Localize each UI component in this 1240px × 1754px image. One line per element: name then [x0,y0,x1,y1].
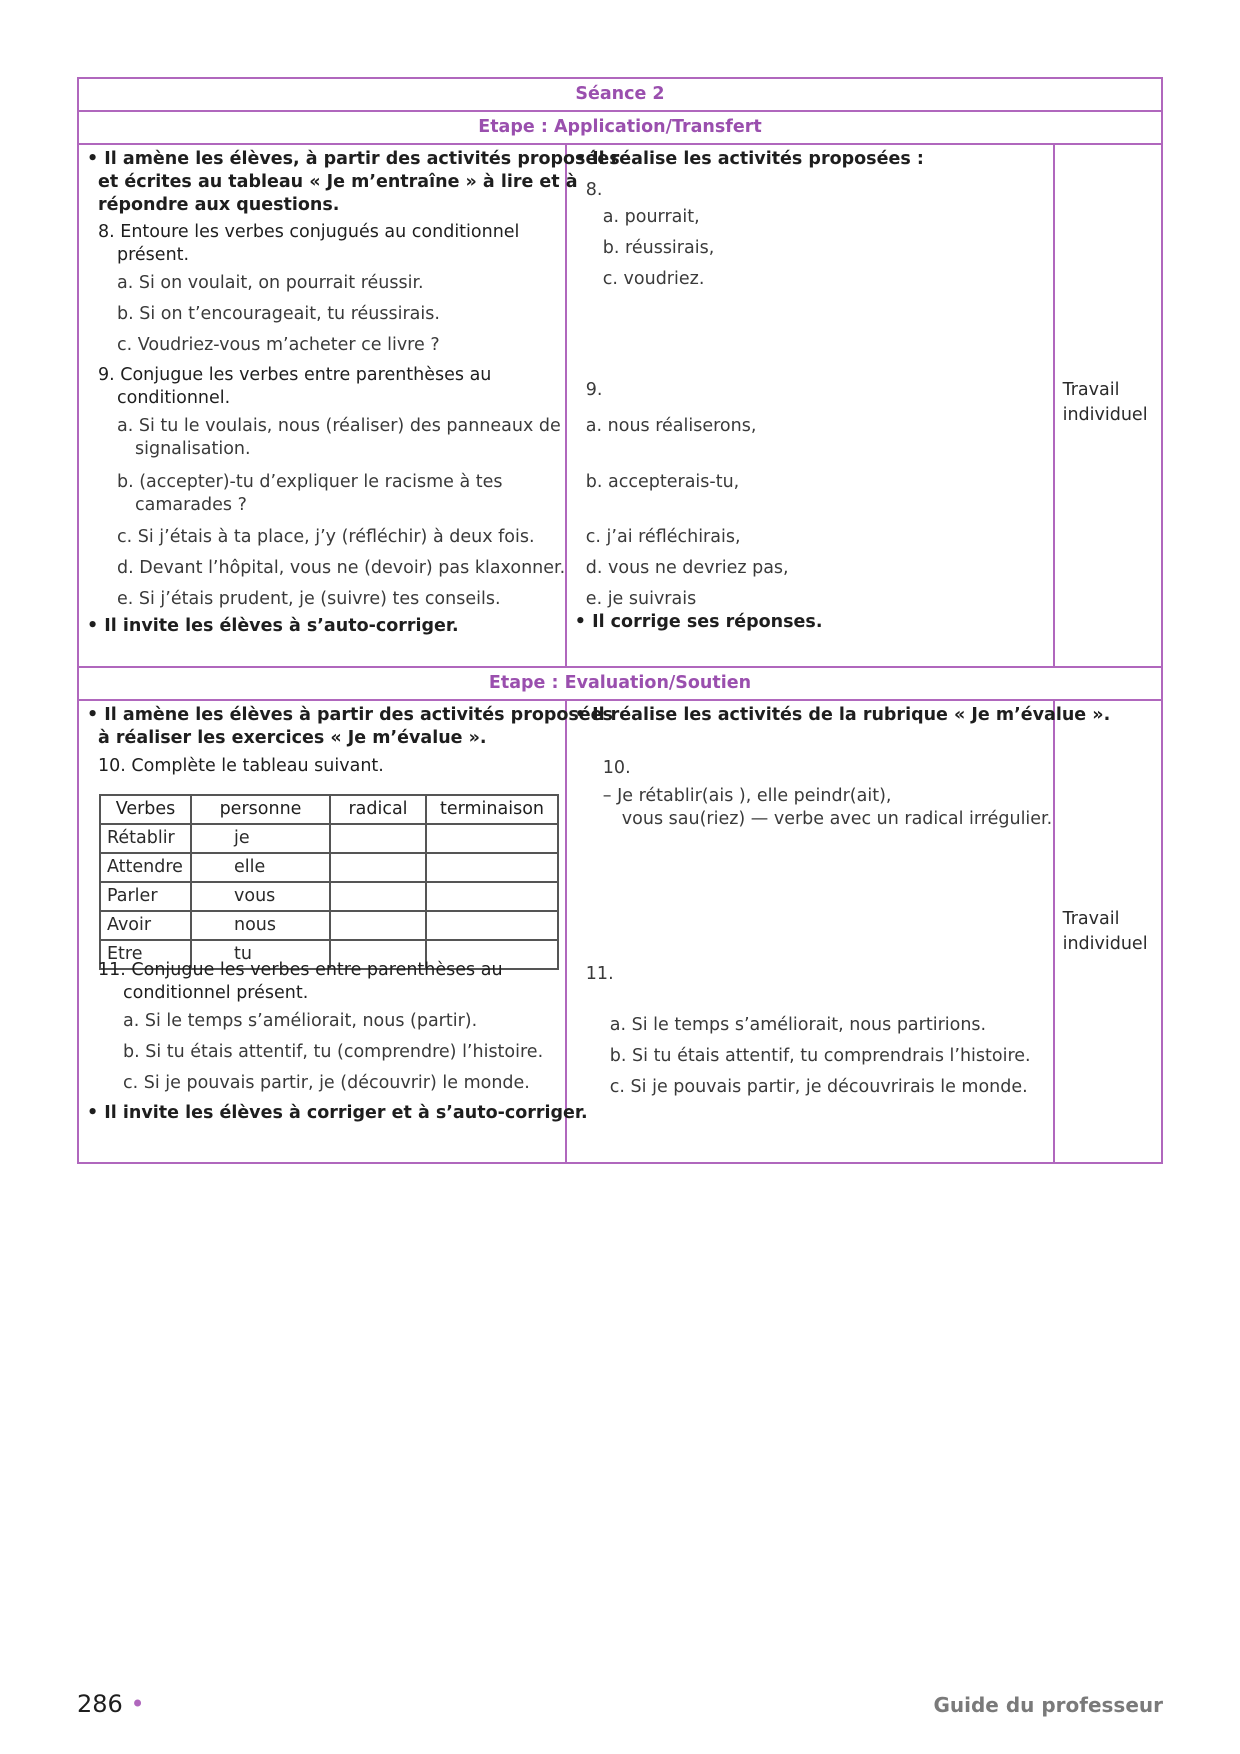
ex8-title-line2: présent. [117,245,190,265]
s2-ex10-number: 10. [602,758,631,778]
table-row [100,882,558,911]
table-header-terminaison: terminaison [426,795,558,824]
ex11-item-a: a. Si le temps s’améliorait, nous (partir). [123,1011,478,1031]
s1-ex9-answer-a: a. nous réaliserons, [585,416,757,436]
ex11-title-line2: conditionnel présent. [123,983,309,1003]
s1-teacher-intro-line1: • Il amène les élèves, à partir des activités proposées [87,149,620,169]
table-cell-person: nous [191,911,330,940]
page-number-bullet: • [130,1690,145,1718]
table-cell-verb: Parler [100,882,191,911]
ex9-title-line2: conditionnel. [117,388,231,408]
s2-work-mode-line2: individuel [1062,934,1148,954]
s2-ex11-answer-b: b. Si tu étais attentif, tu comprendrais l’histoire. [609,1046,1031,1066]
table-row [100,824,558,853]
s2-teacher-intro-line2: à réaliser les exercices « Je m’évalue ». [98,728,487,748]
section1-work-mode-cell [1054,144,1162,667]
ex8-title-line1: 8. Entoure les verbes conjugués au conditionnel [98,222,520,242]
table-cell-verb: Rétablir [100,824,191,853]
s1-work-mode-line2: individuel [1062,405,1148,425]
s1-work-mode-line1: Travail [1062,380,1120,400]
s2-ex10-answer-line2: vous sau(riez) — verbe avec un radical irrégulier. [621,809,1053,829]
s1-ex9-answer-c: c. j’ai réfléchirais, [585,527,741,547]
conjugation-table [99,794,559,970]
s2-ex11-answer-c: c. Si je pouvais partir, je découvrirais le monde. [609,1077,1028,1097]
s1-ex9-answer-d: d. vous ne devriez pas, [585,558,789,578]
ex9-item-d: d. Devant l’hôpital, vous ne (devoir) pas klaxonner. [117,558,566,578]
ex8-item-a: a. Si on voulait, on pourrait réussir. [117,273,424,293]
section2-teacher-cell [78,700,613,1163]
ex10-title: 10. Complète le tableau suivant. [98,756,384,776]
table-cell-ending [426,853,558,882]
s1-student-closing: • Il corrige ses réponses. [574,612,823,632]
s2-ex10-answer-line1: – Je rétablir(ais ), elle peindr(ait), [602,786,892,806]
ex11-item-c: c. Si je pouvais partir, je (découvrir) le monde. [123,1073,530,1093]
s1-ex9-number: 9. [585,380,603,400]
table-cell-verb: Avoir [100,911,191,940]
table-cell-ending [426,882,558,911]
table-cell-person: je [191,824,330,853]
ex9-item-e: e. Si j’étais prudent, je (suivre) tes conseils. [117,589,501,609]
s1-ex8-answer-a: a. pourrait, [602,207,700,227]
s1-teacher-closing: • Il invite les élèves à s’auto-corriger. [87,616,459,636]
section2-title: Etape : Evaluation/Soutien [78,667,1162,700]
s1-ex8-answer-c: c. voudriez. [602,269,705,289]
table-cell-ending [426,824,558,853]
s2-ex11-number: 11. [585,964,614,984]
ex11-item-b: b. Si tu étais attentif, tu (comprendre) l’histoire. [123,1042,544,1062]
table-row [100,911,558,940]
table-header-radical: radical [330,795,426,824]
ex9-item-b-line1: b. (accepter)-tu d’expliquer le racisme à tes [117,472,503,492]
s1-ex9-answer-b: b. accepterais-tu, [585,472,740,492]
table-cell-person: elle [191,853,330,882]
s1-ex9-answer-e: e. je suivrais [585,589,697,609]
seance-title: Séance 2 [78,78,1162,111]
s2-work-mode-line1: Travail [1062,909,1120,929]
s1-teacher-intro-line3: répondre aux questions. [98,195,340,215]
footer-title: Guide du professeur [933,1693,1163,1717]
s2-teacher-closing: • Il invite les élèves à corriger et à s’auto-corriger. [87,1103,588,1123]
table-cell-person: vous [191,882,330,911]
ex11-title-line1: 11. Conjugue les verbes entre parenthèses au [98,960,503,980]
s1-ex8-answer-b: b. réussirais, [602,238,715,258]
page-number [77,1690,145,1718]
ex8-item-b: b. Si on t’encourageait, tu réussirais. [117,304,440,324]
table-cell-person: tu [191,940,330,969]
ex9-item-b-line2: camarades ? [135,495,247,515]
s1-student-intro: • Il réalise les activités proposées : [574,149,924,169]
table-cell-radical [330,824,426,853]
lesson-table [77,77,1163,1164]
s2-teacher-intro-line1: • Il amène les élèves à partir des activités proposées [87,705,613,725]
table-header-verbes: Verbes [100,795,191,824]
ex9-item-c: c. Si j’étais à ta place, j’y (réfléchir) à deux fois. [117,527,535,547]
section1-title: Etape : Application/Transfert [78,111,1162,144]
table-cell-radical [330,853,426,882]
s2-ex11-answer-a: a. Si le temps s’améliorait, nous partirions. [609,1015,987,1035]
table-cell-verb: Etre [100,940,191,969]
table-row [100,853,558,882]
s1-teacher-intro-line2: et écrites au tableau « Je m’entraîne » à lire et à [98,172,578,192]
ex8-item-c: c. Voudriez-vous m’acheter ce livre ? [117,335,440,355]
ex9-title-line1: 9. Conjugue les verbes entre parenthèses au [98,365,492,385]
s1-ex8-number: 8. [585,180,603,200]
table-cell-radical [330,882,426,911]
page-number-value: 286 [77,1690,123,1718]
s2-student-intro: • Il réalise les activités de la rubrique « Je m’évalue ». [574,705,1111,725]
table-cell-radical [330,911,426,940]
table-cell-ending [426,911,558,940]
section1-teacher-cell [78,144,620,667]
table-cell-verb: Attendre [100,853,191,882]
ex9-item-a-line2: signalisation. [135,439,251,459]
section1-student-cell [566,144,1054,667]
table-header-personne: personne [191,795,330,824]
section2-work-mode-cell [1054,700,1162,1163]
ex9-item-a-line1: a. Si tu le voulais, nous (réaliser) des panneaux de [117,416,561,436]
